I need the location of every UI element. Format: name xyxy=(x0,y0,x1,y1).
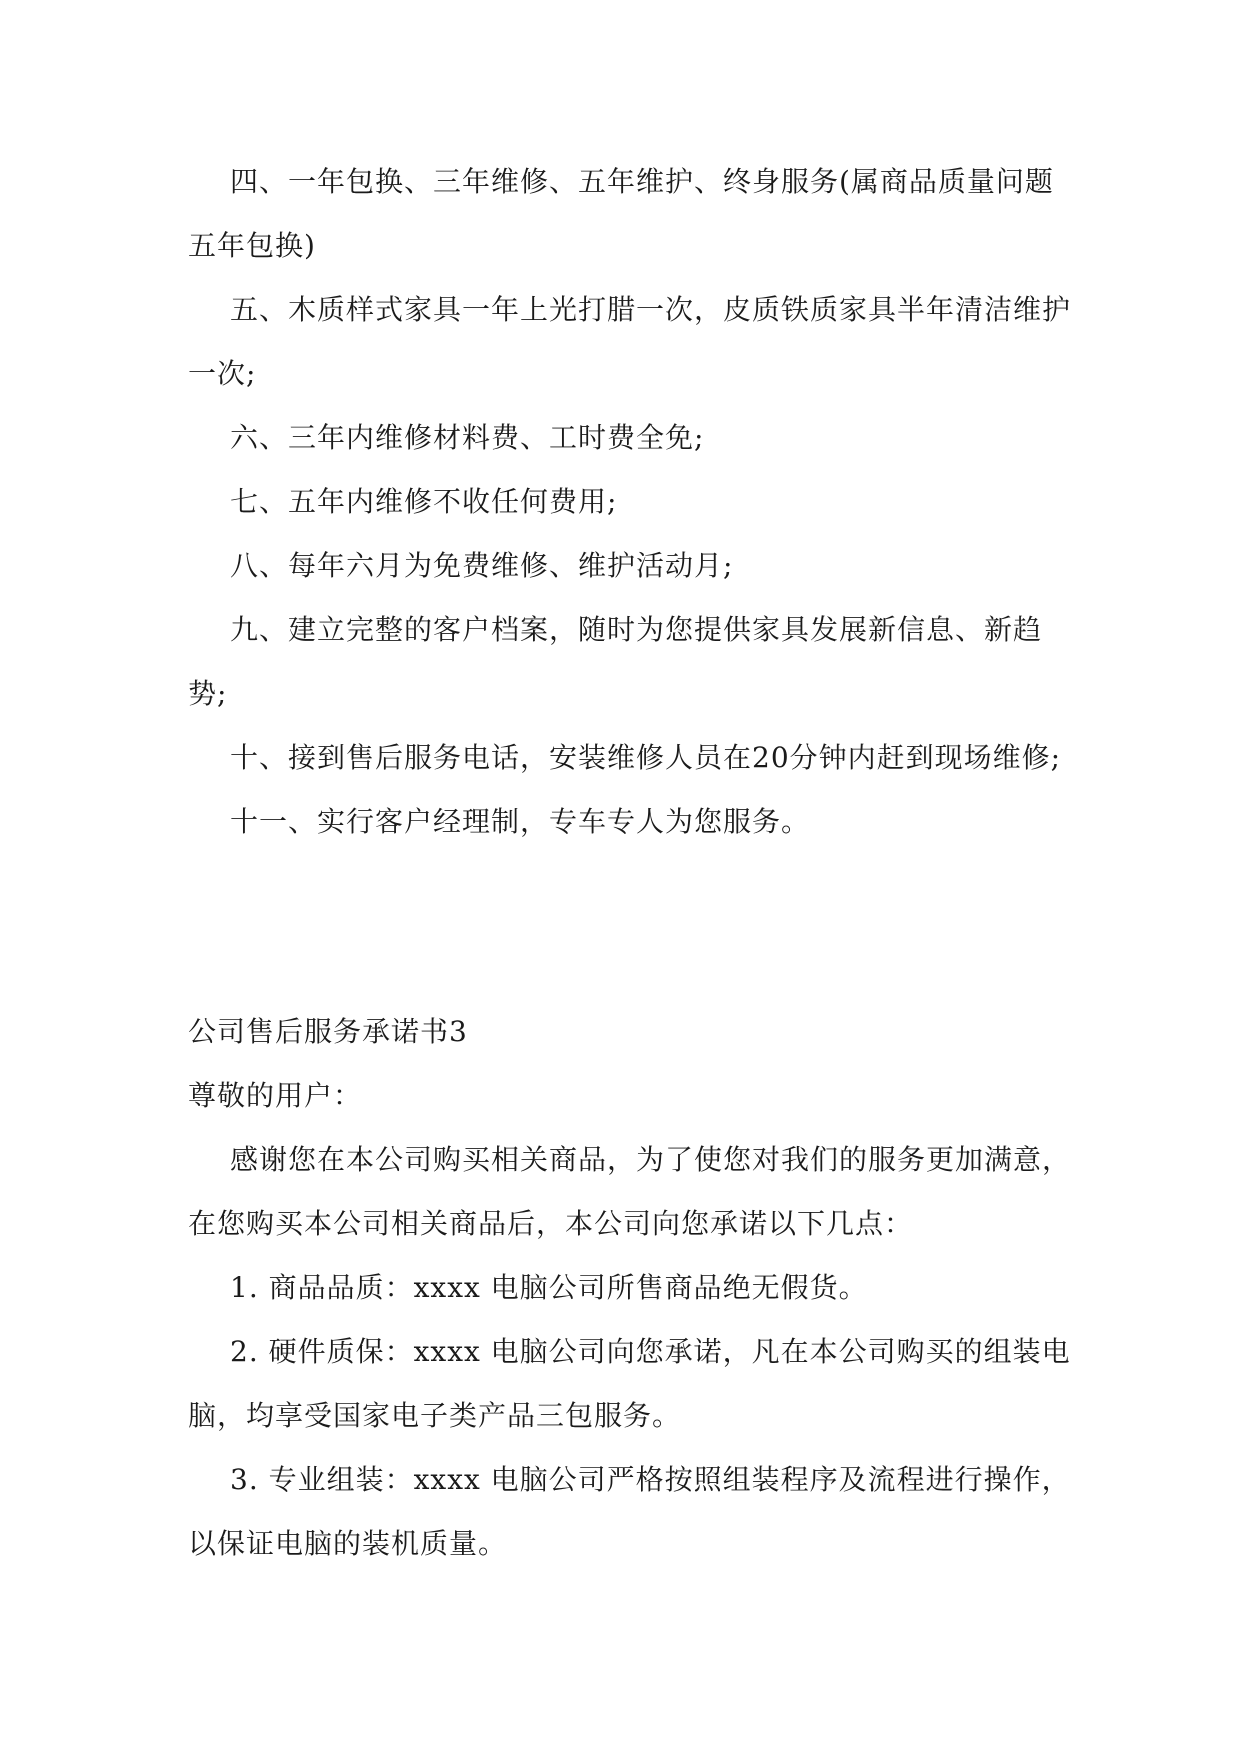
commitment-item-3: 3. 专业组装：xxxx 电脑公司严格按照组装程序及流程进行操作，以保证电脑的装机质量。 xyxy=(188,1463,1071,1560)
term-item-7: 七、五年内维修不收任何费用; xyxy=(230,485,618,518)
term-item-6: 六、三年内维修材料费、工时费全免; xyxy=(230,421,705,454)
commitment-item-2: 2. 硬件质保：xxxx 电脑公司向您承诺，凡在本公司购买的组装电脑，均享受国家电子类产品三包服务。 xyxy=(188,1335,1071,1432)
term-item-9: 九、建立完整的客户档案，随时为您提供家具发展新信息、新趋势; xyxy=(188,613,1043,710)
letter-title: 公司售后服务承诺书3 xyxy=(188,1015,468,1048)
term-item-11: 十一、实行客户经理制，专车专人为您服务。 xyxy=(230,805,811,838)
term-item-4: 四、一年包换、三年维修、五年维护、终身服务(属商品质量问题五年包换) xyxy=(188,165,1054,262)
term-item-8: 八、每年六月为免费维修、维护活动月; xyxy=(230,549,734,582)
letter-salutation: 尊敬的用户： xyxy=(188,1079,363,1112)
term-item-5: 五、木质样式家具一年上光打腊一次，皮质铁质家具半年清洁维护一次; xyxy=(188,293,1072,390)
term-item-10: 十、接到售后服务电话，安装维修人员在20分钟内赶到现场维修; xyxy=(230,741,1062,774)
letter-intro: 感谢您在本公司购买相关商品，为了使您对我们的服务更加满意，在您购买本公司相关商品后，本公司向您承诺以下几点： xyxy=(188,1143,1072,1240)
commitment-letter xyxy=(188,1000,1078,1576)
commitment-item-1: 1. 商品品质：xxxx 电脑公司所售商品绝无假货。 xyxy=(230,1271,868,1304)
service-terms-list xyxy=(188,150,1078,854)
